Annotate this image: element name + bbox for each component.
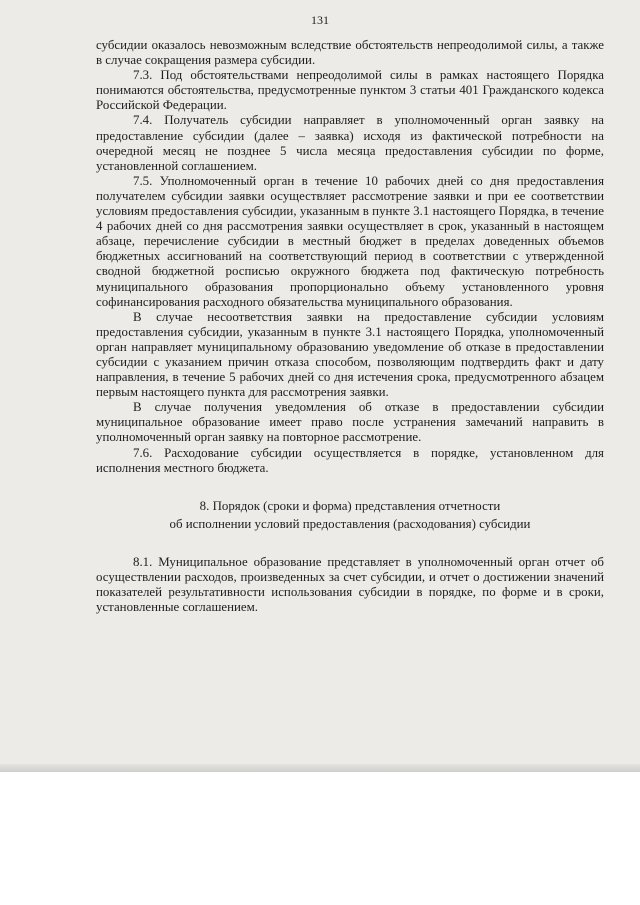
section-heading-line-1: 8. Порядок (сроки и форма) представления отчетности bbox=[199, 498, 501, 513]
paragraph-7-5-resubmission: В случае получения уведомления об отказе в предоставлении субсидии муниципальное образование имеет право после устранения замечаний направить в уполномоченный орган заявку на повторное рассмотрение. bbox=[96, 400, 604, 445]
page-number: 131 bbox=[311, 13, 329, 27]
paragraph-7-5-refusal: В случае несоответствия заявки на предоставление субсидии условиям предоставления субсидии, указанным в пункте 3.1 настоящего Порядка, уполномоченный орган направляет муниципальному образованию уведомление об отказе в предоставлении субсидии с указанием причин отказа способом, позволяющим подтвердить факт и дату направления, в течение 5 рабочих дней со дня истечения срока, предусмотренного абзацем первым настоящего пункта для рассмотрения заявки. bbox=[96, 309, 604, 400]
paragraph-continuation: субсидии оказалось невозможным вследствие обстоятельств непреодолимой силы, а также в случае сокращения размера субсидии. bbox=[96, 38, 604, 68]
section-heading-line-2: об исполнении условий предоставления (расходования) субсидии bbox=[169, 516, 531, 531]
section-heading bbox=[96, 497, 604, 533]
paragraph-8-1: 8.1. Муниципальное образование представляет в уполномоченный орган отчет об осуществлении расходов, произведенных за счет субсидии, и отчет о достижении значений показателей результативности использования субсидии в порядке, по форме и в сроки, установленные соглашением. bbox=[96, 554, 604, 614]
document-body bbox=[96, 38, 604, 615]
paragraph-7-4: 7.4. Получатель субсидии направляет в уполномоченный орган заявку на предоставление субсидии (далее – заявка) исходя из фактической потребности на очередной месяц не позднее 5 числа месяца предоставления субсидии по форме, установленной соглашением. bbox=[96, 113, 604, 173]
page-bottom-edge bbox=[0, 764, 640, 772]
paragraph-7-3: 7.3. Под обстоятельствами непреодолимой силы в рамках настоящего Порядка понимаются обстоятельства, предусмотренные пунктом 3 статьи 401 Гражданского кодекса Российской Федерации. bbox=[96, 68, 604, 113]
paragraph-7-6: 7.6. Расходование субсидии осуществляется в порядке, установленном для исполнения местного бюджета. bbox=[96, 445, 604, 475]
paragraph-7-5: 7.5. Уполномоченный орган в течение 10 рабочих дней со дня предоставления получателем субсидии заявки осуществляет рассмотрение заявки и при ее соответствии условиям предоставления субсидии, указанным в пункте 3.1 настоящего Порядка, в течение 4 рабочих дней со дня рассмотрения заявки осуществляет в срок, указанный в настоящем абзаце, перечисление субсидии в местный бюджет в пределах доведенных объемов бюджетных ассигнований на соответствующий период в соответствии с утвержденной сводной бюджетной росписью окружного бюджета под фактическую потребность муниципального образования пропорционально объему установленного уровня софинансирования расходного обязательства муниципального образования. bbox=[96, 173, 604, 309]
